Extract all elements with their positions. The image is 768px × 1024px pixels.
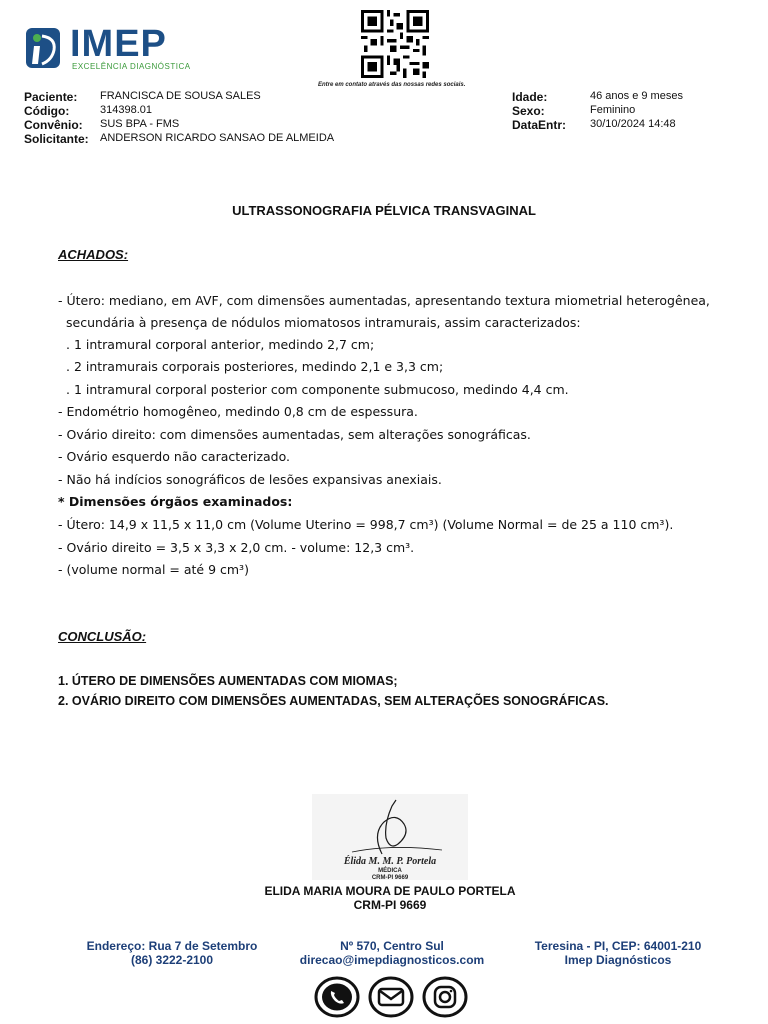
finding-line: - Útero: 14,9 x 11,5 x 11,0 cm (Volume Uterino = 998,7 cm³) (Volume Normal = de 25 a 110 cm³). xyxy=(58,517,674,532)
instagram-icon[interactable] xyxy=(422,976,468,1018)
sex-label: Sexo: xyxy=(512,104,545,118)
stamp-title: MÉDICA xyxy=(378,868,402,874)
signature-stamp xyxy=(312,794,468,880)
signature-script: Élida M. M. P. Portela xyxy=(343,856,437,867)
qr-caption: Entre em contato através das nossas redes sociais. xyxy=(318,82,466,88)
patient-code: 314398.01 xyxy=(100,104,152,116)
finding-line: . 2 intramurais corporais posteriores, medindo 2,1 e 3,3 cm; xyxy=(66,359,444,374)
finding-line: - Ovário direito: com dimensões aumentadas, sem alterações sonográficas. xyxy=(58,427,531,442)
finding-line: - Não há indícios sonográficos de lesões expansivas anexiais. xyxy=(58,472,442,487)
entry-date-value: 30/10/2024 14:48 xyxy=(590,118,676,130)
doctor-crm: CRM-PI 9669 xyxy=(353,898,427,912)
address-number: Nº 570, Centro Sul xyxy=(340,939,444,953)
patient-code-label: Código: xyxy=(24,104,70,118)
city-cep: Teresina - PI, CEP: 64001-210 xyxy=(534,939,702,953)
imep-logo xyxy=(24,24,194,74)
conclusion-item: 1. ÚTERO DE DIMENSÕES AUMENTADAS COM MIOMAS; xyxy=(58,674,398,688)
finding-line: . 1 intramural corporal anterior, medindo 2,7 cm; xyxy=(66,337,375,352)
footer-address xyxy=(72,939,272,967)
finding-line: . 1 intramural corporal posterior com componente submucoso, medindo 4,4 cm. xyxy=(66,382,569,397)
conclusion-heading: CONCLUSÃO: xyxy=(58,629,147,644)
finding-line: - Ovário esquerdo não caracterizado. xyxy=(58,449,291,464)
finding-line: - Útero: mediano, em AVF, com dimensões aumentadas, apresentando textura miometrial heterogênea, xyxy=(58,293,710,308)
requester-value: ANDERSON RICARDO SANSAO DE ALMEIDA xyxy=(100,132,335,144)
insurance-label: Convênio: xyxy=(24,118,83,132)
finding-line: - Ovário direito = 3,5 x 3,3 x 2,0 cm. - volume: 12,3 cm³. xyxy=(58,540,415,555)
qr-code xyxy=(360,10,430,78)
logo-tagline: EXCELÊNCIA DIAGNÓSTICA xyxy=(72,62,191,71)
footer-city xyxy=(516,939,720,967)
finding-line: - (volume normal = até 9 cm³) xyxy=(58,562,249,577)
address-street: Endereço: Rua 7 de Setembro xyxy=(86,939,258,953)
patient-name: FRANCISCA DE SOUSA SALES xyxy=(100,90,261,102)
stamp-crm: CRM-PI 9669 xyxy=(371,875,409,880)
footer-email[interactable]: direcao@imepdiagnosticos.com xyxy=(299,953,485,967)
finding-line: secundária à presença de nódulos miomatosos intramurais, assim caracterizados: xyxy=(66,315,581,330)
sex-value: Feminino xyxy=(590,104,636,116)
conclusion-item: 2. OVÁRIO DIREITO COM DIMENSÕES AUMENTADAS, SEM ALTERAÇÕES SONOGRÁFICAS. xyxy=(58,694,609,708)
footer-phone: (86) 3222-2100 xyxy=(130,953,214,967)
doctor-name: ELIDA MARIA MOURA DE PAULO PORTELA xyxy=(264,884,516,898)
email-icon[interactable] xyxy=(368,976,414,1018)
logo-wordmark: IMEP xyxy=(70,23,167,65)
finding-line: - Endométrio homogêneo, medindo 0,8 cm de espessura. xyxy=(58,404,418,419)
age-label: Idade: xyxy=(512,90,548,104)
footer-contact xyxy=(282,939,502,967)
entry-date-label: DataEntr: xyxy=(512,118,567,132)
imep-logo-mark-icon xyxy=(24,24,64,72)
patient-name-label: Paciente: xyxy=(24,90,78,104)
age-value: 46 anos e 9 meses xyxy=(590,90,683,102)
report-title: ULTRASSONOGRAFIA PÉLVICA TRANSVAGINAL xyxy=(232,203,536,218)
whatsapp-icon[interactable] xyxy=(314,976,360,1018)
footer-brand: Imep Diagnósticos xyxy=(564,953,672,967)
findings-heading: ACHADOS: xyxy=(58,247,129,262)
dimensions-subheading: * Dimensões órgãos examinados: xyxy=(58,494,293,509)
insurance-value: SUS BPA - FMS xyxy=(100,118,180,130)
requester-label: Solicitante: xyxy=(24,132,89,146)
